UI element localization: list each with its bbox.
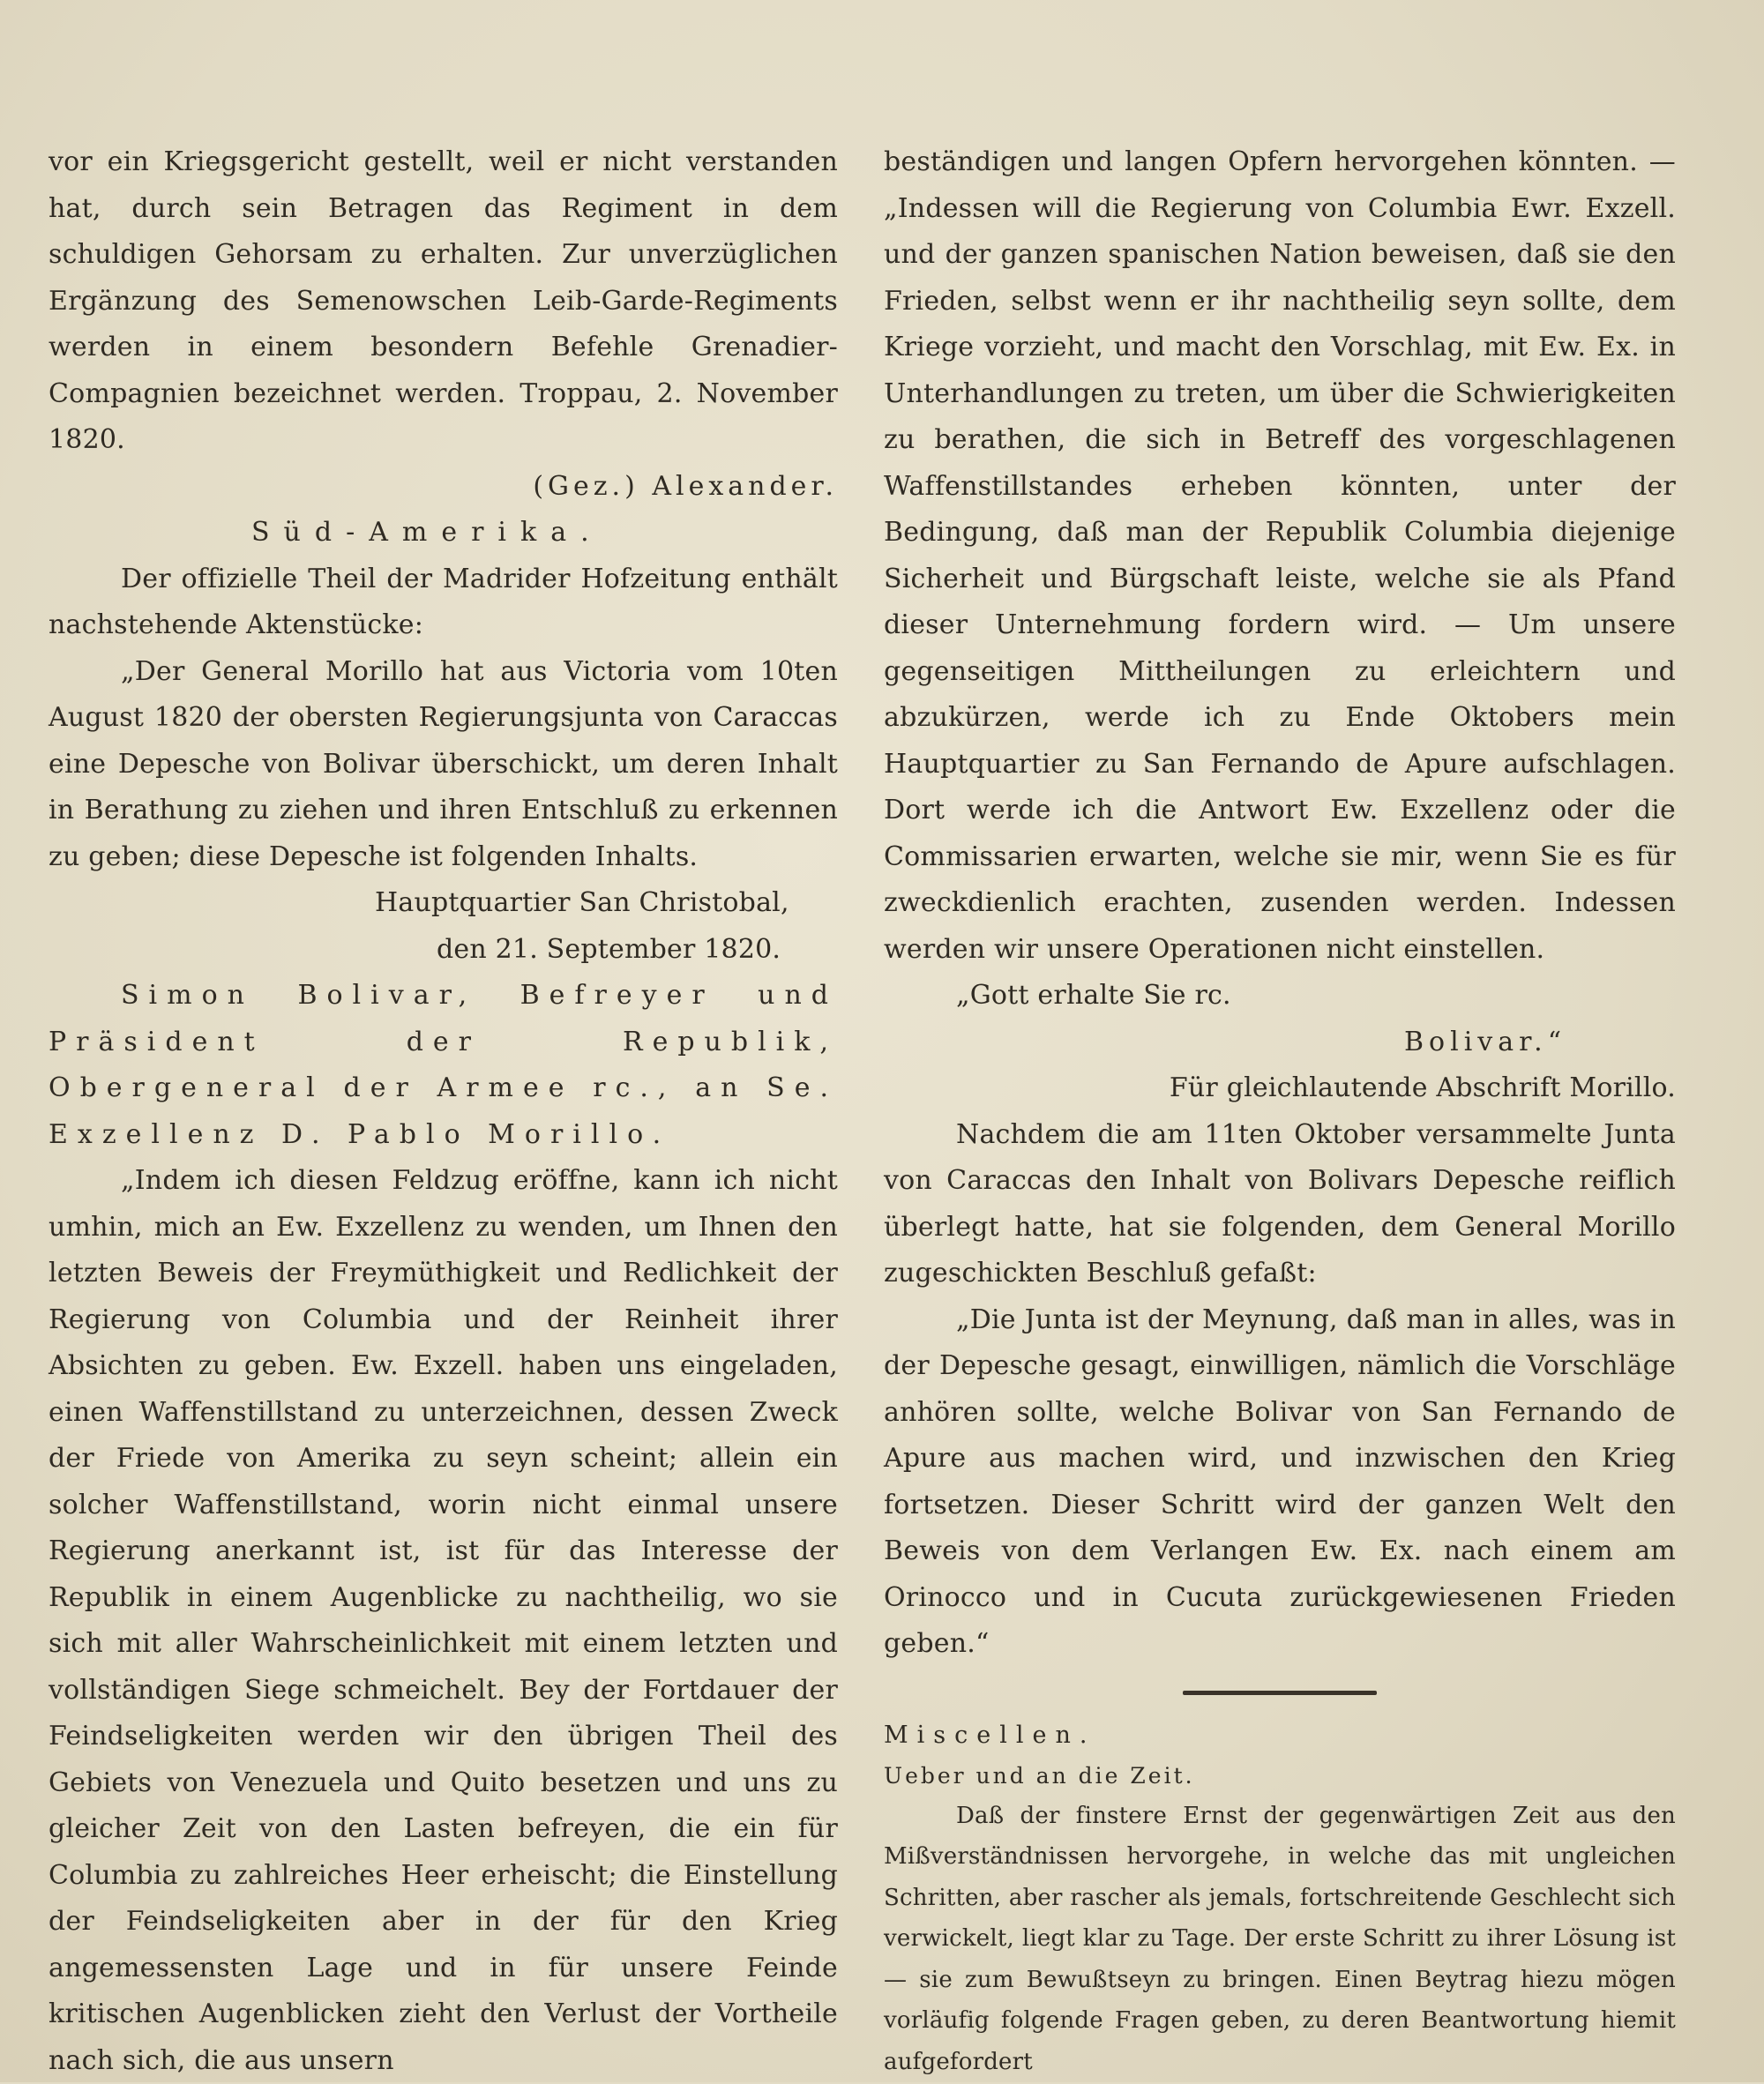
bolivar-letter-part1: „Indem ich diesen Feldzug eröffne, kann ich nicht umhin, mich an Ew. Exzellenz zu wenden, um Ihnen den letzten Beweis der Freymüthigkeit und Redlichkeit der Regierung von Columbia und der Reinheit ihrer Absichten zu geben. Ew. Exzell. haben uns eingeladen, einen Waffenstillstand zu unterzeichnen, dessen Zweck der Friede von Amerika zu seyn scheint; allein ein solcher Waffenstillstand, worin nicht einmal unsere Regierung anerkannt ist, ist für das Interesse der Republik in einem Augenblicke zu nachtheilig, wo sie sich mit aller Wahrscheinlichkeit mit einem letzten und vollständigen Siege schmeichelt. Bey der Fortdauer der Feindseligkeiten werden wir den übrigen Theil des Gebiets von Venezuela und Quito besetzen und uns zu gleicher Zeit von den Lasten befreyen, die ein für Columbia zu zahlreiches Heer erheischt; die Einstellung der Feindseligkeiten aber in der für den Krieg angemessensten Lage und in für unsere Feinde kritischen Augenblicken zieht den Verlust der Vortheile nach sich, die aus unsern: [49, 1165, 838, 2076]
copy-attestation: Für gleichlautende Abschrift Morillo.: [1169, 1072, 1676, 1103]
headquarters-line: Hauptquartier San Christobal,: [375, 887, 789, 918]
junta-resolution: „Die Junta ist der Meynung, daß man in alles, was in der Depesche gesagt, einwilligen, nämlich die Vorschläge anhören sollte, welche Bolivar von San Fernando de Apure aus machen wird, und inzwischen den Krieg fortsetzen. Dieser Schritt wird der ganzen Welt den Beweis von dem Verlangen Ew. Ex. nach einem am Orinocco und in Cucuta zurückgewiesenen Frieden geben.“: [884, 1303, 1676, 1659]
signature-alexander: (Gez.) Alexander.: [533, 470, 838, 502]
letter-closing: „Gott erhalte Sie rc.: [956, 980, 1231, 1011]
date-line: den 21. September 1820.: [437, 933, 781, 965]
right-column: [884, 139, 1676, 2082]
bolivar-address: Simon Bolivar, Befreyer und Präsident der Republik, Obergeneral der Armee rc., an Se. Exzellenz D. Pablo Morillo.: [49, 980, 838, 1150]
morillo-paragraph: „Der General Morillo hat aus Victoria vom 10ten August 1820 der obersten Regierungsjunta von Caraccas eine Depesche von Bolivar überschickt, um deren Inhalt in Berathung zu ziehen und ihren Entschluß zu erkennen zu geben; diese Depesche ist folgenden Inhalts.: [49, 655, 838, 872]
intro-paragraph: Der offizielle Theil der Madrider Hofzeitung enthält nachstehende Aktenstücke:: [49, 563, 838, 640]
junta-paragraph: Nachdem die am 11ten Oktober versammelte Junta von Caraccas den Inhalt von Bolivars Depesche reiflich überlegt hatte, hat sie folgenden, dem General Morillo zugeschickten Beschluß gefaßt:: [884, 1118, 1676, 1288]
miscellany-paragraph: Daß der finstere Ernst der gegenwärtigen Zeit aus den Mißverständnissen hervorgehe, in welche das mit ungleichen Schritten, aber rascher als jemals, fortschreitende Geschlecht sich verwickelt, liegt klar zu Tage. Der erste Schritt zu ihrer Lösung ist — sie zum Bewußtseyn zu bringen. Einen Beytrag hiezu mögen vorläufig folgende Fragen geben, zu deren Beantwortung hiemit aufgefordert: [884, 1802, 1676, 2075]
miscellany-subtitle: Ueber und an die Zeit.: [884, 1762, 1195, 1789]
bolivar-letter-part2: beständigen und langen Opfern hervorgehen könnten. — „Indessen will die Regierung von Columbia Ewr. Exzell. und der ganzen spanischen Nation beweisen, daß sie den Frieden, selbst wenn er ihr nachtheilig seyn sollte, dem Kriege vorzieht, und macht den Vorschlag, mit Ew. Ex. in Unterhandlungen zu treten, um über die Schwierigkeiten zu berathen, die sich in Betreff des vorgeschlagenen Waffenstillstandes erheben könnten, unter der Bedingung, daß man der Republik Columbia diejenige Sicherheit und Bürgschaft leiste, welche sie als Pfand dieser Unternehmung fordern wird. — Um unsere gegenseitigen Mittheilungen zu erleichtern und abzukürzen, werde ich zu Ende Oktobers mein Hauptquartier zu San Fernando de Apure aufschlagen. Dort werde ich die Antwort Ew. Exzellenz oder die Commissarien erwarten, welche sie mir, wenn Sie es für zweckdienlich erachten, zusenden werden. Indessen werden wir unsere Operationen nicht einstellen.: [884, 146, 1676, 965]
signature-bolivar: Bolivar.“: [1404, 1026, 1567, 1057]
section-heading-south-america: Süd-Amerika.: [251, 517, 603, 548]
section-divider: [1183, 1691, 1377, 1695]
left-column: [49, 139, 838, 2084]
miscellany-title: Miscellen.: [884, 1721, 1096, 1749]
article-continuation: vor ein Kriegsgericht gestellt, weil er nicht verstanden hat, durch sein Betragen das Regiment in dem schuldigen Gehorsam zu erhalten. Zur unverzüglichen Ergänzung des Semenowschen Leib-Garde-Regiments werden in einem besondern Befehle Grenadier-Compagnien bezeichnet werden. Troppau, 2. November 1820.: [49, 146, 838, 455]
